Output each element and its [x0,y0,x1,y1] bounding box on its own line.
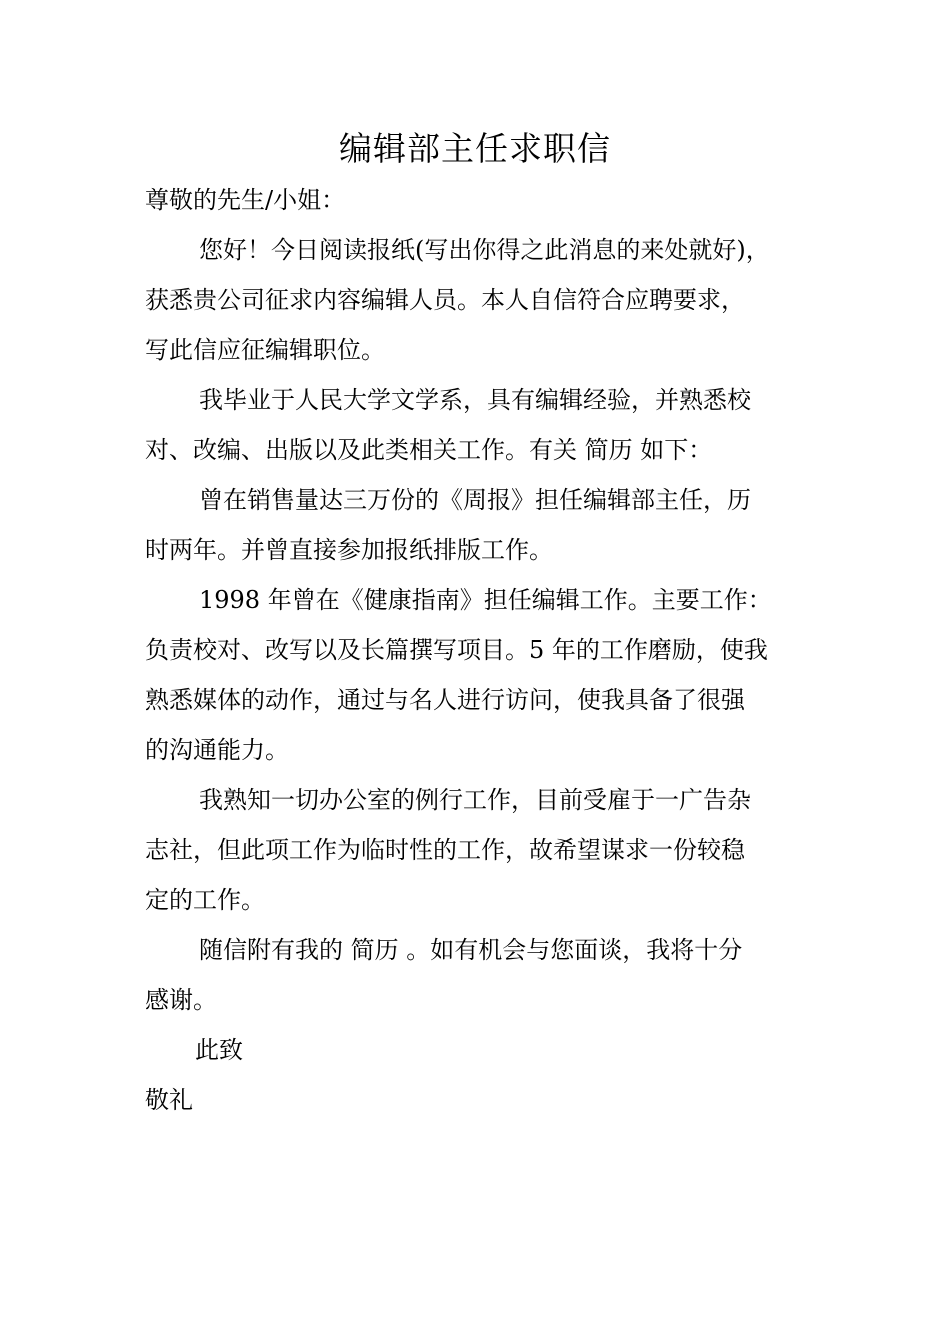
paragraph-6-line-1: 随信附有我的 简历 。如有机会与您面谈，我将十分 [199,936,743,964]
closing-jingli: 敬礼 [145,1086,193,1114]
letter-title: 编辑部主任求职信 [339,129,611,168]
paragraph-2-line-1: 我毕业于人民大学文学系，具有编辑经验，并熟悉校 [199,386,751,414]
paragraph-5-line-2: 志社，但此项工作为临时性的工作，故希望谋求一份较稳 [145,836,745,864]
paragraph-1-line-3: 写此信应征编辑职位。 [145,336,385,364]
paragraph-3-line-1: 曾在销售量达三万份的《周报》担任编辑部主任，历 [199,486,751,514]
paragraph-1-line-2: 获悉贵公司征求内容编辑人员。本人自信符合应聘要求， [145,286,745,314]
paragraph-5-line-3: 定的工作。 [145,886,265,914]
salutation: 尊敬的先生/小姐： [145,186,346,214]
paragraph-6-line-2: 感谢。 [145,986,217,1014]
paragraph-4-line-4: 的沟通能力。 [145,736,289,764]
closing-cizhi: 此致 [195,1036,243,1064]
paragraph-4-line-2: 负责校对、改写以及长篇撰写项目。5 年的工作磨励，使我 [145,636,768,664]
paragraph-4-line-1: 1998 年曾在《健康指南》担任编辑工作。主要工作： [199,586,772,614]
paragraph-2-line-2: 对、改编、出版以及此类相关工作。有关 简历 如下： [145,436,713,464]
paragraph-1-line-1: 您好！今日阅读报纸(写出你得之此消息的来处就好)， [199,236,770,264]
paragraph-3-line-2: 时两年。并曾直接参加报纸排版工作。 [145,536,553,564]
paragraph-5-line-1: 我熟知一切办公室的例行工作，目前受雇于一广告杂 [199,786,751,814]
paragraph-4-line-3: 熟悉媒体的动作，通过与名人进行访问，使我具备了很强 [145,686,745,714]
